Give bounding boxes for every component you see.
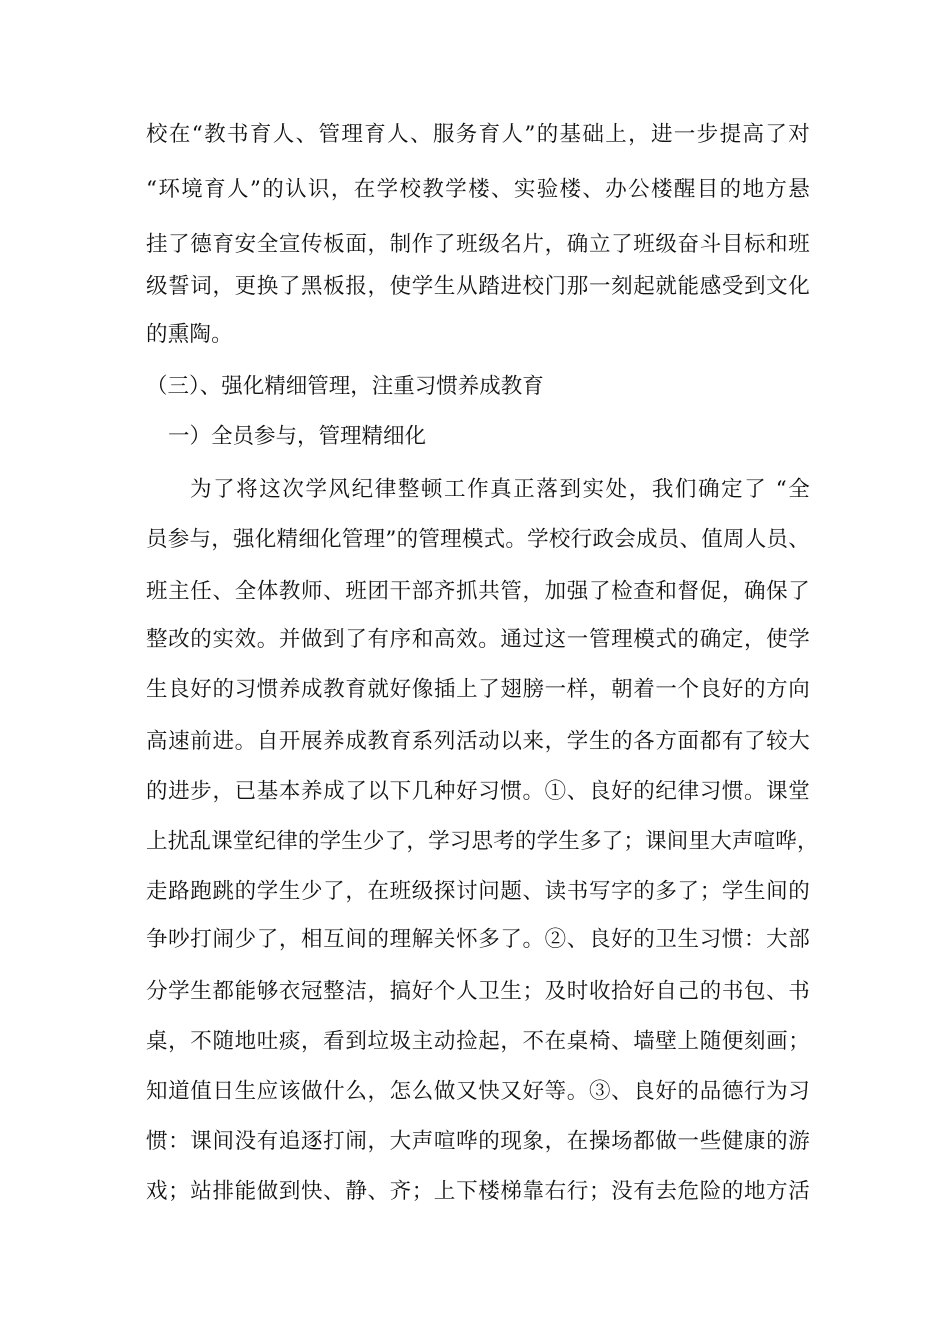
paragraph-2-line-4: 整改的实效。并做到了有序和高效。通过这一管理模式的确定，使学 [146,627,810,652]
paragraph-1-line-5: 的熏陶。 [146,322,233,347]
section-heading-3: （三）、强化精细管理，注重习惯养成教育 [146,374,544,399]
paragraph-2-line-12: 桌，不随地吐痰，看到垃圾主动捡起，不在桌椅、墙壁上随便刻画； [146,1029,810,1054]
paragraph-2-line-8: 上扰乱课堂纪律的学生少了，学习思考的学生多了；课间里大声喧哗， [146,829,819,854]
paragraph-2-line-1: 为了将这次学风纪律整顿工作真正落到实处，我们确定了 “全 [190,477,810,502]
paragraph-2-line-15: 戏；站排能做到快、静、齐；上下楼梯靠右行；没有去危险的地方活 [146,1179,810,1204]
paragraph-2-line-6: 高速前进。自开展养成教育系列活动以来，学生的各方面都有了较大 [146,729,810,754]
paragraph-2-line-5: 生良好的习惯养成教育就好像插上了翅膀一样，朝着一个良好的方向 [146,677,810,702]
paragraph-2-line-9: 走路跑跳的学生少了，在班级探讨问题、读书写字的多了；学生间的 [146,879,810,904]
paragraph-1-line-3: 挂了德育安全宣传板面，制作了班级名片，确立了班级奋斗目标和班 [146,232,810,257]
paragraph-2-line-13: 知道值日生应该做什么，怎么做又快又好等。③、良好的品德行为习 [146,1079,810,1104]
paragraph-2-line-10: 争吵打闹少了，相互间的理解关怀多了。②、良好的卫生习惯：大部 [146,927,810,952]
paragraph-2-line-7: 的进步，已基本养成了以下几种好习惯。①、良好的纪律习惯。课堂 [146,779,810,804]
paragraph-2-line-2: 员参与，强化精细化管理”的管理模式。学校行政会成员、值周人员、 [146,527,810,552]
subsection-heading-1: 一）全员参与，管理精细化 [168,424,427,449]
paragraph-1-line-1: 校在“教书育人、管理育人、服务育人”的基础上，进一步提高了对 [146,122,810,147]
paragraph-2-line-3: 班主任、全体教师、班团干部齐抓共管，加强了检查和督促，确保了 [146,579,810,604]
paragraph-1-line-4: 级誓词，更换了黑板报，使学生从踏进校门那一刻起就能感受到文化 [146,274,810,299]
paragraph-1-line-2: “环境育人”的认识，在学校教学楼、实验楼、办公楼醒目的地方悬 [146,177,810,202]
paragraph-2-line-11: 分学生都能够衣冠整洁，搞好个人卫生；及时收拾好自己的书包、书 [146,979,810,1004]
paragraph-2-line-14: 惯：课间没有追逐打闹，大声喧哗的现象，在操场都做一些健康的游 [146,1129,810,1154]
